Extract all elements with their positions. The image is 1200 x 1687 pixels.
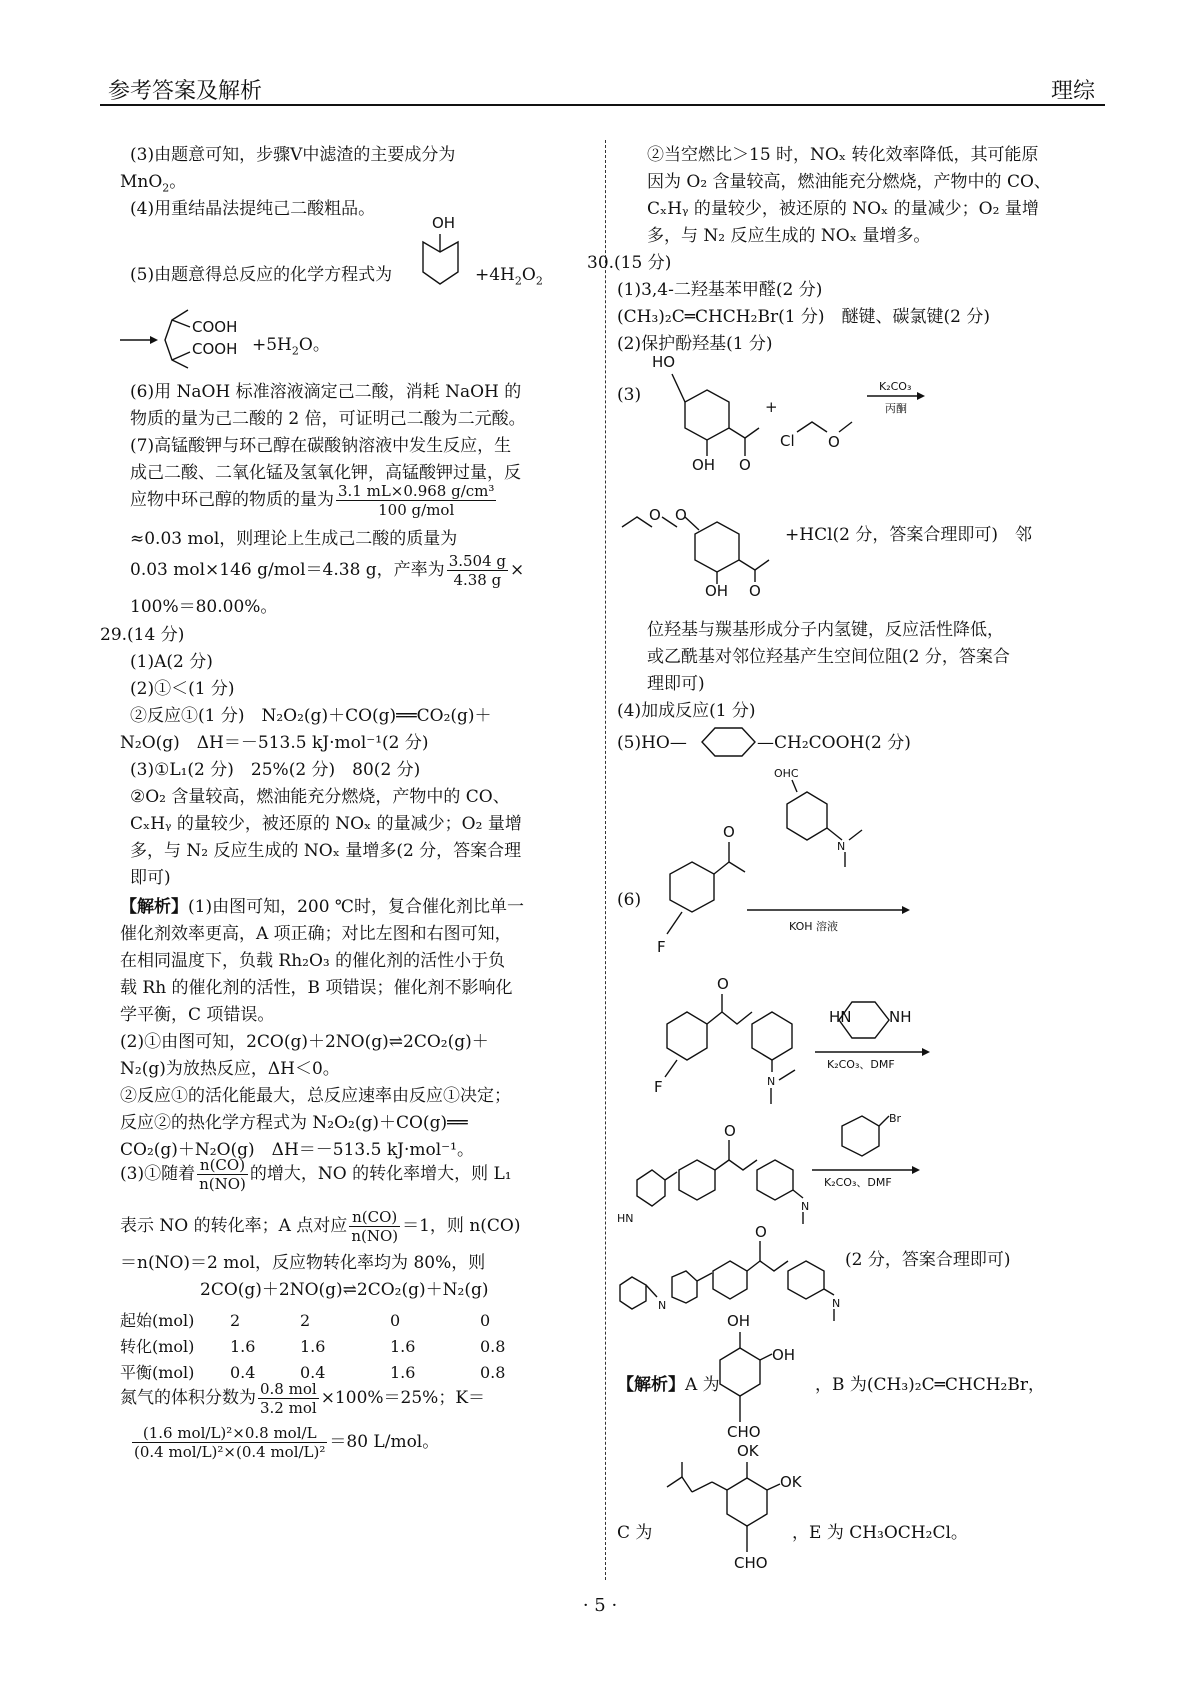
text-line: (CH₃)₂C═CHCH₂Br(1 分) 醚键、碳氯键(2 分) [617, 307, 991, 327]
cooh-label: COOH [192, 340, 238, 358]
analysis-tag: 【解析】 [120, 897, 188, 917]
n-label: N [832, 1297, 841, 1310]
text-line: 0.03 mol×146 g/mol＝4.38 g，产率为 $\frac{3.504 g}{4.38 g}$ × [130, 552, 525, 589]
o-label: O [828, 433, 840, 451]
header-subject: 理综 [1050, 79, 1095, 104]
text-line: (4)用重结晶法提纯己二酸粗品。 [130, 199, 376, 219]
ok-label: OK [737, 1442, 759, 1460]
compound-c-structure [652, 1442, 832, 1592]
text-line: (3) [617, 385, 642, 405]
text-line: 应物中环己醇的物质的量为 $\frac{\text{3.1 mL×0.968 g/cm³}}{\text{100 g/mol}}$ [130, 482, 495, 519]
text-line: CO₂(g)＋N₂O(g) ΔH＝－513.5 kJ·mol⁻¹。 [120, 1140, 474, 1160]
reagent-label: KOH 溶液 [789, 920, 839, 933]
cho-label: CHO [727, 1423, 761, 1441]
compound-a-structure [712, 1312, 822, 1452]
text-line: 表示 NO 的转化率；A 点对应 $\frac{n(CO)}{n(NO)}$ ＝1，则 n(CO) [120, 1208, 521, 1245]
text-line: —CH₂COOH(2 分) [757, 733, 911, 753]
f-label: F [654, 1078, 663, 1096]
o-label: O [675, 506, 687, 524]
table-cell: 0.8 [480, 1337, 506, 1356]
text-line: N₂(g)为放热反应，ΔH＜0。 [120, 1059, 340, 1079]
synthesis-step-3 [617, 1112, 927, 1232]
table-cell: 2 [230, 1311, 241, 1330]
text-line: (2)①＜(1 分) [130, 679, 235, 699]
cooh-label: COOH [192, 318, 238, 336]
text-line: CₓHᵧ 的量较少，被还原的 NOₓ 的量减少；O₂ 量增 [130, 814, 522, 834]
text-line: 或乙酰基对邻位羟基产生空间位阻(2 分，答案合 [647, 647, 1010, 667]
fraction: $\frac{3.504 g}{4.38 g}$ [448, 552, 506, 589]
reagent-label: K₂CO₃ [879, 380, 912, 393]
table-cell: 0 [390, 1311, 401, 1330]
text-line: C 为 [617, 1523, 653, 1543]
text-line: ②当空燃比＞15 时，NOₓ 转化效率降低，其可能原 [647, 145, 1039, 165]
text-line: (2)保护酚羟基(1 分) [617, 334, 773, 354]
text-line: 反应②的热化学方程式为 N₂O₂(g)＋CO(g)══ [120, 1113, 468, 1133]
text-line: $+4H_2O_2$ [475, 265, 543, 288]
o-label: O [739, 456, 751, 474]
table-cell: 1.6 [390, 1363, 416, 1382]
question-number: 30.(15 分) [587, 253, 672, 273]
oh-label: OH [705, 582, 729, 600]
text-line: (3)①L₁(2 分) 25%(2 分) 80(2 分) [130, 760, 421, 780]
text-line: 载 Rh 的催化剂的活性，B 项错误；催化剂不影响化 [120, 978, 513, 998]
n-label: N [801, 1200, 810, 1213]
text-line: ②反应①(1 分) N₂O₂(g)＋CO(g)══CO₂(g)＋ [130, 706, 492, 726]
text-line: ，E 为 CH₃OCH₂Cl。 [792, 1523, 968, 1543]
fraction: $\frac{\text{0.8 mol}}{\text{3.2 mol}}$ [260, 1380, 317, 1417]
oh-label: OH [692, 456, 716, 474]
hn-label: HN [617, 1212, 634, 1225]
table-row-label: 转化(mol) [120, 1337, 195, 1356]
text-line: 【解析】(1)由图可知，200 ℃时，复合催化剂比单一 [120, 897, 524, 917]
oh-label: OH [727, 1312, 751, 1330]
hn-label: HN [829, 1008, 852, 1026]
page-number: · 5 · [582, 1595, 618, 1616]
text-line: ≈0.03 mol，则理论上生成己二酸的质量为 [130, 529, 458, 549]
text-line: (2 分，答案合理即可) [845, 1250, 1011, 1270]
table-cell: 0 [480, 1311, 491, 1330]
fraction: $\frac{\text{(1.6 mol/L)²×0.8 mol/L}}{\text{(0.4 mol/L)²×(0.4 mol/L)²}}$ [134, 1424, 326, 1461]
text-line: 氮气的体积分数为 $\frac{\text{0.8 mol}}{\text{3.2 mol}}$ ×100%＝25%；K＝ [120, 1380, 486, 1417]
plus-sign: + [765, 398, 778, 416]
text-line: 位羟基与羰基形成分子内氢键，反应活性降低， [647, 620, 1004, 640]
text-line: (1)3,4-二羟基苯甲醛(2 分) [617, 280, 823, 300]
o-label: O [649, 506, 661, 524]
text-line: (6)用 NaOH 标准溶液滴定己二酸，消耗 NaOH 的 [130, 382, 522, 402]
reaction-3-product [617, 472, 787, 600]
question-number: 29.(14 分) [100, 625, 185, 645]
synthesis-step-1 [637, 762, 927, 972]
column-divider [605, 140, 606, 1580]
o-label: O [724, 1122, 736, 1140]
o-label: O [749, 582, 761, 600]
table-row-label: 平衡(mol) [120, 1363, 195, 1382]
text-line: (1)A(2 分) [130, 652, 213, 672]
text-line: ＝n(NO)＝2 mol，反应物转化率均为 80%，则 [120, 1253, 486, 1273]
fraction: $\frac{n(CO)}{n(NO)}$ [351, 1208, 399, 1245]
text-line: 在相同温度下，负载 Rh₂O₃ 的催化剂的活性小于负 [120, 951, 506, 971]
f-label: F [657, 938, 666, 956]
text-line: (5)HO— [617, 733, 687, 753]
table-cell: 1.6 [390, 1337, 416, 1356]
ohc-label: OHC [774, 767, 799, 780]
text-line: CₓHᵧ 的量较少，被还原的 NOₓ 的量减少；O₂ 量增 [647, 199, 1039, 219]
n-label: N [837, 840, 846, 853]
table-cell: 1.6 [300, 1337, 326, 1356]
text-line: (3)由题意可知，步骤Ⅴ中滤渣的主要成分为 [130, 145, 456, 165]
text-line: ②O₂ 含量较高，燃油能充分燃烧，产物中的 CO、 [130, 787, 510, 807]
page-header [100, 70, 1105, 106]
cl-label: Cl [780, 432, 795, 450]
text-line: MnO$_2$。 [120, 172, 187, 195]
n-label: N [658, 1299, 667, 1312]
text-line: (5)由题意得总反应的化学方程式为 [130, 265, 393, 285]
text-line: 【解析】A 为 [617, 1375, 720, 1395]
table-cell: 0.8 [480, 1363, 506, 1382]
text-line: (7)高锰酸钾与环己醇在碳酸钠溶液中发生反应，生 [130, 436, 512, 456]
text-line: $+5H_2O$。 [252, 335, 330, 358]
synthesis-step-2 [637, 972, 927, 1112]
o-label: O [723, 823, 735, 841]
nh-label: NH [889, 1008, 912, 1026]
ok-label: OK [780, 1473, 802, 1491]
text-line: 多，与 N₂ 反应生成的 NOₓ 量增多(2 分，答案合理 [130, 841, 522, 861]
o-label: O [717, 975, 729, 993]
fraction: $\frac{n(CO)}{n(NO)}$ [199, 1156, 246, 1193]
n-label: N [767, 1075, 776, 1088]
oh-label: OH [772, 1346, 796, 1364]
text-line: 即可) [130, 868, 171, 888]
text-line: (3)①随着 $\frac{n(CO)}{n(NO)}$ 的增大，NO 的转化率增大，则 L₁ [120, 1156, 512, 1193]
header-title: 参考答案及解析 [108, 79, 263, 104]
table-cell: 1.6 [230, 1337, 256, 1356]
text-line: ，B 为(CH₃)₂C═CHCH₂Br， [815, 1375, 1045, 1395]
text-line: 多，与 N₂ 反应生成的 NOₓ 量增多。 [647, 226, 931, 246]
reagent-label: K₂CO₃、DMF [824, 1176, 892, 1189]
table-row-label: 起始(mol) [120, 1311, 195, 1330]
solvent-label: 丙酮 [885, 402, 907, 415]
text-line: 成己二酸、二氧化锰及氢氧化钾，高锰酸钾过量，反 [130, 463, 521, 483]
cyclohexanol-structure [420, 212, 480, 312]
text-line: 物质的量为己二酸的 2 倍，可证明己二酸为二元酸。 [130, 409, 526, 429]
text-line: N₂O(g) ΔH＝－513.5 kJ·mol⁻¹(2 分) [120, 733, 429, 753]
reaction-3-scheme [647, 352, 937, 472]
text-line: (6) [617, 890, 642, 910]
text-line: (2)①由图可知，2CO(g)＋2NO(g)⇌2CO₂(g)＋ [120, 1032, 489, 1052]
text-line: 催化剂效率更高，A 项正确；对比左图和右图可知， [120, 924, 512, 944]
analysis-tag: 【解析】 [617, 1375, 685, 1395]
text-line: 学平衡，C 项错误。 [120, 1005, 275, 1025]
ho-label: HO [652, 353, 676, 371]
equation: 2CO(g)＋2NO(g)⇌2CO₂(g)＋N₂(g) [200, 1280, 489, 1300]
table-cell: 0.4 [230, 1363, 256, 1382]
text-line: +HCl(2 分，答案合理即可) 邻 [785, 525, 1032, 545]
reagent-label: K₂CO₃、DMF [827, 1058, 895, 1071]
text-line: $\frac{\text{(1.6 mol/L)²×0.8 mol/L}}{\text{(0.4 mol/L)²×(0.4 mol/L)²}}$ ＝80 L/mol。 [134, 1424, 440, 1461]
table-cell: 2 [300, 1311, 311, 1330]
fraction: $\frac{\text{3.1 mL×0.968 g/cm³}}{\text{100 g/mol}}$ [338, 482, 495, 519]
text-line: 100%＝80.00%。 [130, 597, 278, 617]
br-label: Br [889, 1112, 902, 1125]
text-line: (4)加成反应(1 分) [617, 701, 756, 721]
text-line: 理即可) [647, 674, 705, 694]
table-cell: 0.4 [300, 1363, 326, 1382]
text-line: 因为 O₂ 含量较高，燃油能充分燃烧，产物中的 CO、 [647, 172, 1051, 192]
cho-label: CHO [734, 1554, 768, 1572]
oh-label: OH [432, 214, 456, 232]
text-line: ②反应①的活化能最大，总反应速率由反应①决定； [120, 1086, 511, 1106]
o-label: O [755, 1223, 767, 1241]
